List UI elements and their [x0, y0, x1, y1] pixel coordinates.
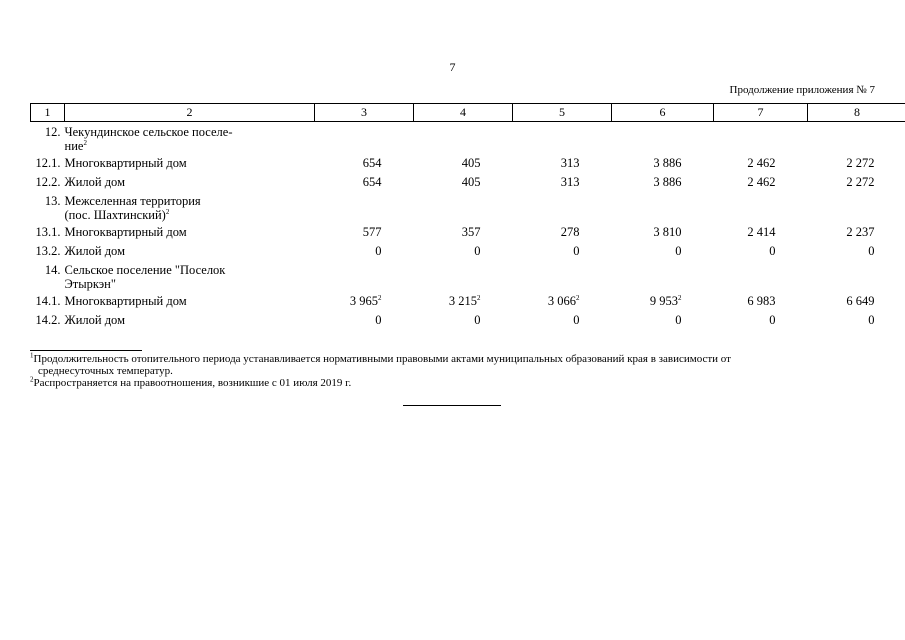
- value-cell: 3 $965^2$: [349, 293, 382, 308]
- value-cell: 0: [769, 313, 776, 327]
- value-cell: 0: [375, 313, 382, 327]
- value-cell: 6 649: [846, 294, 875, 308]
- value-cell: 577: [362, 225, 382, 239]
- empty-cell: [612, 260, 714, 291]
- value-cell: 0: [375, 244, 382, 258]
- value-cell: 2 462: [747, 156, 776, 170]
- value-cell: 2 414: [747, 225, 776, 239]
- value-cell: 2 237: [846, 225, 875, 239]
- value-cell: 654: [362, 156, 382, 170]
- row-number: 12.1.: [35, 156, 61, 170]
- value-cell: 313: [560, 156, 580, 170]
- value-cell: 0: [474, 244, 481, 258]
- continuation-label: Продолжение приложения № 7: [729, 84, 875, 96]
- header-cell: 5: [513, 104, 612, 122]
- empty-cell: [414, 260, 513, 291]
- empty-cell: [315, 122, 414, 154]
- value-cell: 0: [474, 313, 481, 327]
- row-name: Многоквартирный дом: [64, 156, 187, 170]
- tariff-table: [30, 103, 905, 329]
- empty-cell: [714, 260, 808, 291]
- row-number: 14.2.: [35, 313, 61, 327]
- empty-cell: [808, 260, 905, 291]
- group-name-line-2: ние$^2$: [64, 138, 87, 153]
- group-row: [31, 260, 905, 291]
- empty-cell: [315, 260, 414, 291]
- value-cell: 0: [868, 313, 875, 327]
- value-cell: 0: [573, 244, 580, 258]
- value-cell: 654: [362, 175, 382, 189]
- row-name: Многоквартирный дом: [64, 225, 187, 239]
- value-cell: 0: [868, 244, 875, 258]
- empty-cell: [513, 191, 612, 222]
- group-name: [65, 122, 315, 154]
- header-row: [31, 104, 905, 122]
- empty-cell: [612, 191, 714, 222]
- header-cell: 1: [31, 104, 65, 122]
- value-cell: 278: [560, 225, 580, 239]
- header-cell: 6: [612, 104, 714, 122]
- value-cell: 2 272: [846, 175, 875, 189]
- empty-cell: [513, 122, 612, 154]
- header-cell: 4: [414, 104, 513, 122]
- value-cell: 0: [573, 313, 580, 327]
- table-row: [31, 222, 905, 241]
- group-name: [65, 191, 315, 222]
- value-cell: 357: [461, 225, 481, 239]
- header-cell: 8: [808, 104, 905, 122]
- group-name-line-1: Межселенная территория: [64, 194, 201, 208]
- row-number: 13.1.: [35, 225, 61, 239]
- row-name: Многоквартирный дом: [64, 294, 187, 308]
- value-cell: 3 810: [653, 225, 682, 239]
- table-row: [31, 291, 905, 310]
- group-name-line-2: (пос. Шахтинский)$^2$: [64, 207, 170, 222]
- value-cell: 3 886: [653, 156, 682, 170]
- empty-cell: [714, 191, 808, 222]
- value-cell: 405: [461, 175, 481, 189]
- empty-cell: [612, 122, 714, 154]
- empty-cell: [414, 191, 513, 222]
- footnote-1-continuation: среднесуточных температур.: [38, 365, 173, 377]
- row-number: 13.2.: [35, 244, 61, 258]
- table-row: [31, 310, 905, 329]
- row-number: 14.1.: [35, 294, 61, 308]
- row-number: 13.: [44, 194, 61, 208]
- footnote-2: $^2$Распространяется на правоотношения, возникшие с 01 июля 2019 г.: [30, 375, 352, 389]
- table-row: [31, 241, 905, 260]
- group-row: [31, 191, 905, 222]
- table-body: [31, 122, 905, 330]
- value-cell: 3 886: [653, 175, 682, 189]
- empty-cell: [808, 122, 905, 154]
- group-name: [65, 260, 315, 291]
- group-name-line-2: Этыркэн": [64, 277, 116, 291]
- header-cell: 2: [65, 104, 315, 122]
- row-number: 14.: [44, 263, 61, 277]
- table-row: [31, 172, 905, 191]
- empty-cell: [714, 122, 808, 154]
- header-cell: 7: [714, 104, 808, 122]
- footnote-1: $^1$Продолжительность отопительного периода устанавливается нормативными правовыми актами муниципальных образований края в зависимости от: [30, 351, 731, 365]
- value-cell: 0: [675, 313, 682, 327]
- group-row: [31, 122, 905, 154]
- group-name-line-1: Чекундинское сельское поселе-: [64, 125, 233, 139]
- value-cell: 2 462: [747, 175, 776, 189]
- header-cell: 3: [315, 104, 414, 122]
- value-cell: 3 $066^2$: [547, 293, 580, 308]
- footnotes: [30, 353, 878, 389]
- value-cell: 2 272: [846, 156, 875, 170]
- value-cell: 9 $953^2$: [649, 293, 682, 308]
- empty-cell: [513, 260, 612, 291]
- empty-cell: [414, 122, 513, 154]
- end-separator: [403, 405, 501, 406]
- group-name-line-1: Сельское поселение "Поселок: [64, 263, 226, 277]
- empty-cell: [808, 191, 905, 222]
- value-cell: 3 $215^2$: [448, 293, 481, 308]
- value-cell: 0: [769, 244, 776, 258]
- row-number: 12.: [44, 125, 61, 139]
- page-number: 7: [449, 60, 456, 74]
- row-name: Жилой дом: [64, 175, 125, 189]
- footnote-separator: [30, 350, 142, 351]
- row-name: Жилой дом: [64, 244, 125, 258]
- row-name: Жилой дом: [64, 313, 125, 327]
- value-cell: 6 983: [747, 294, 776, 308]
- value-cell: 405: [461, 156, 481, 170]
- value-cell: 0: [675, 244, 682, 258]
- table-row: [31, 153, 905, 172]
- row-number: 12.2.: [35, 175, 61, 189]
- value-cell: 313: [560, 175, 580, 189]
- empty-cell: [315, 191, 414, 222]
